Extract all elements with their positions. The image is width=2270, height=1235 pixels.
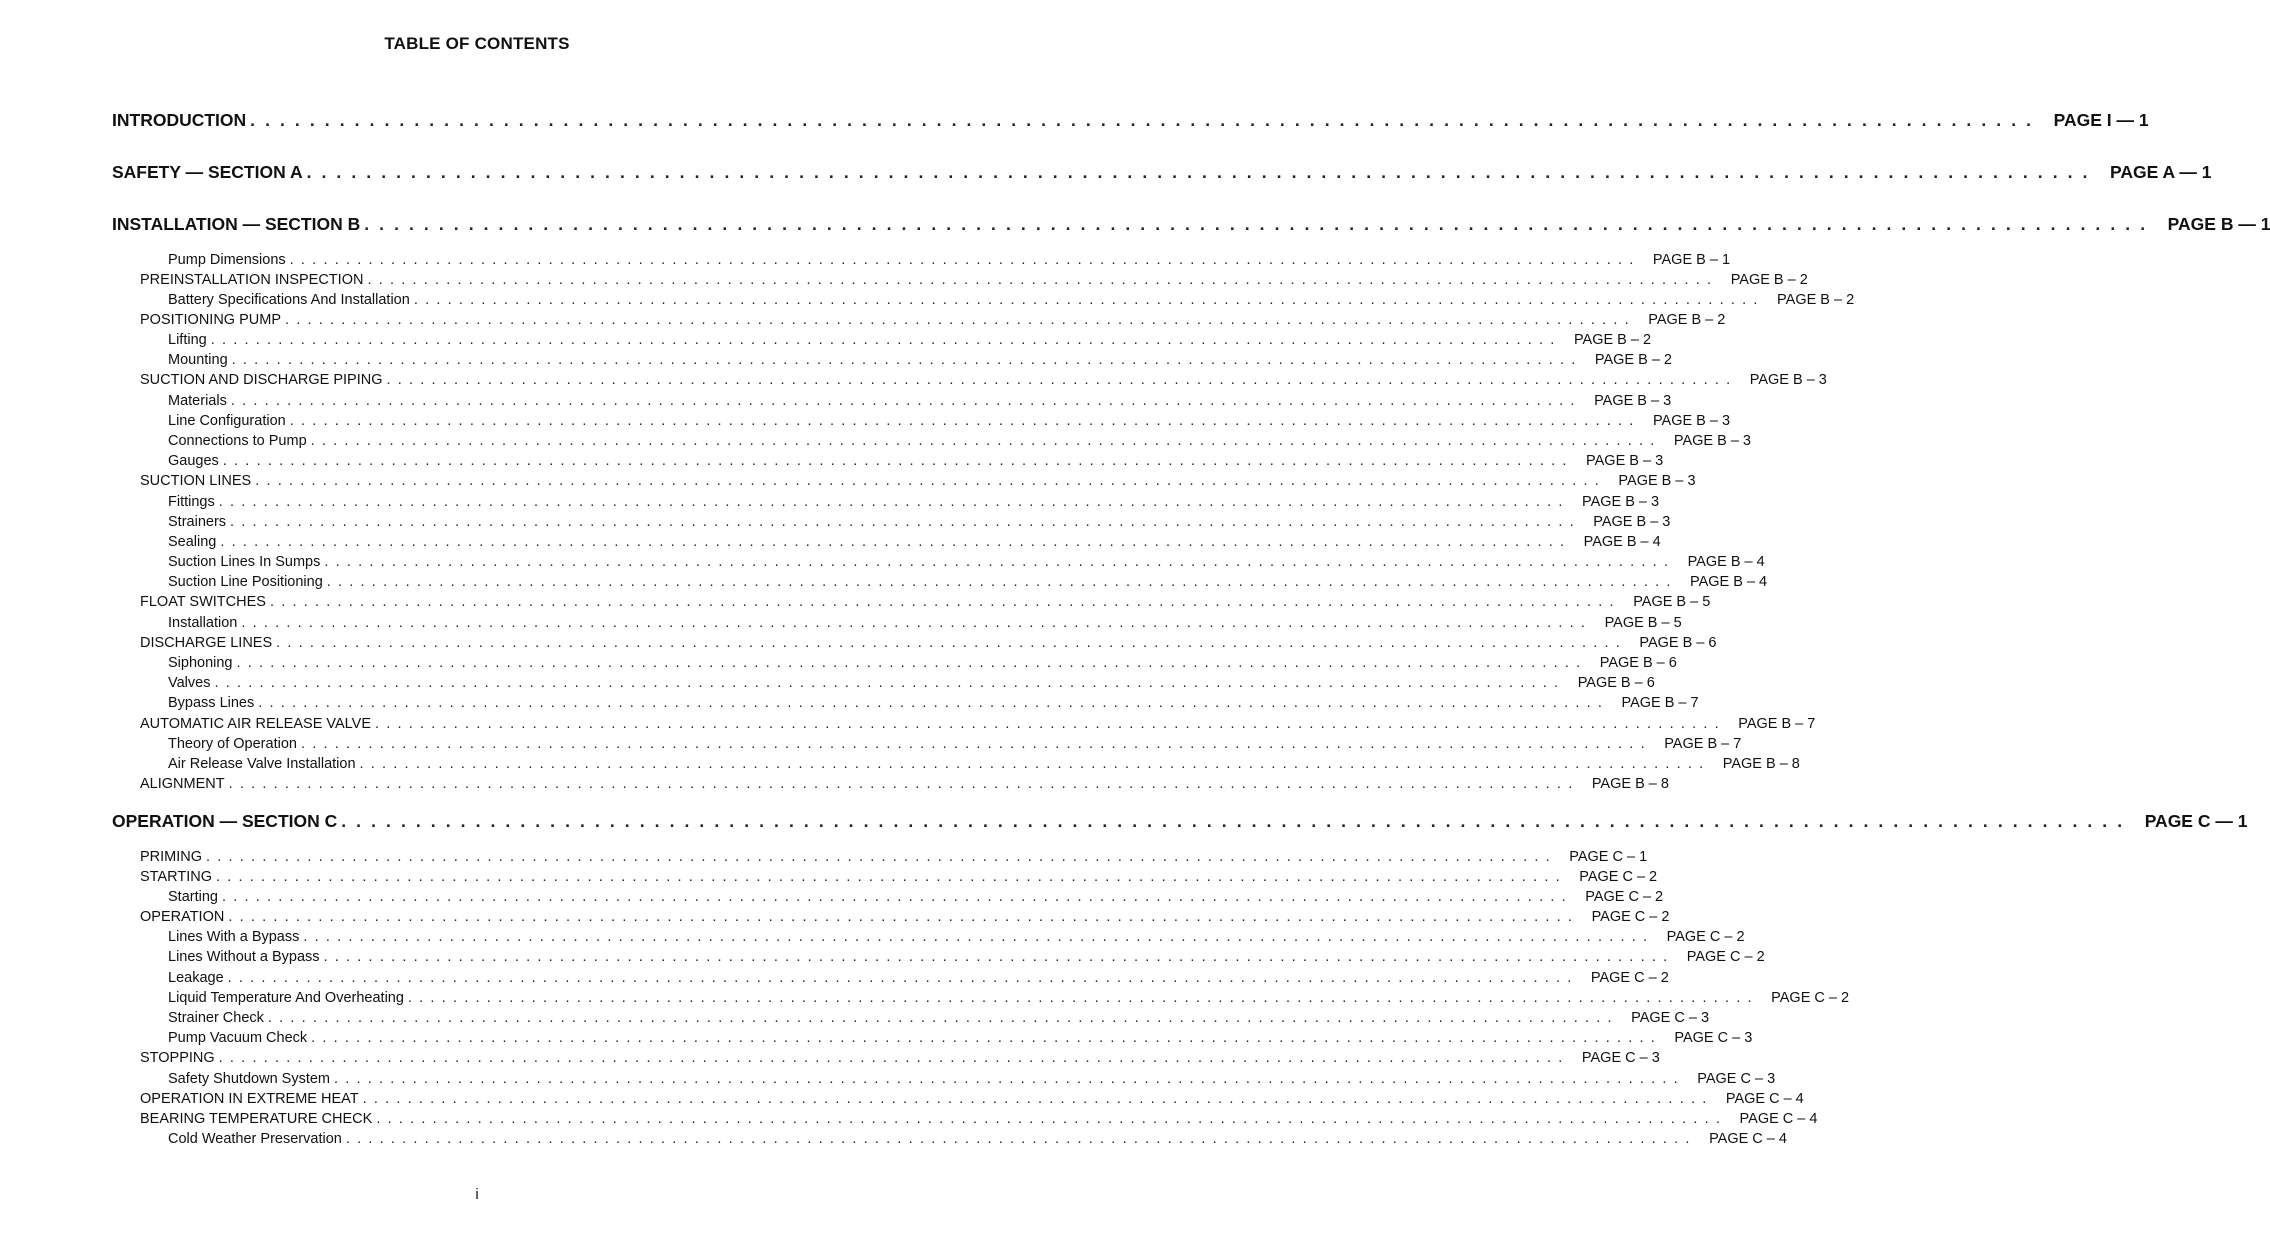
- dot-leader: . . . . . . . . . . . . . . . . . . . . . . . . . . . . . . . . . . . . . . . . . . . . . . . . . . . . . . . . . . . . . . . . . . . . . . . . . . . . . . . . . . . . . . . . . . . . . . . . . . . . . . . . . . . . . . . . . . . . . . . .: [236, 655, 1582, 671]
- toc-entry[interactable]: [112, 929, 1745, 949]
- dot-leader: . . . . . . . . . . . . . . . . . . . . . . . . . . . . . . . . . . . . . . . . . . . . . . . . . . . . . . . . . . . . . . . . . . . . . . . . . . . . . . . . . . . . . . . . . . . . . . . . . . . . . . . . . . . . . . . . . . . . . . . .: [289, 252, 1635, 268]
- toc-entry[interactable]: [112, 292, 1855, 312]
- toc-entry-label: Cold Weather Preservation: [168, 1131, 342, 1147]
- toc-entry[interactable]: [112, 869, 1658, 889]
- dot-leader: . . . . . . . . . . . . . . . . . . . . . . . . . . . . . . . . . . . . . . . . . . . . . . . . . . . . . . . . . . . . . . . . . . . . . . . . . . . . . . . . . . . . . . . . . . . . . . . . . . . . . . . . . . . . . . . . . . . . . . . .: [221, 889, 1568, 905]
- dot-leader: . . . . . . . . . . . . . . . . . . . . . . . . . . . . . . . . . . . . . . . . . . . . . . . . . . . . . . . . . . . . . . . . . . . . . . . . . . . . . . . . . . . . . . . . . . . . . . . . . . . . . . . . . . . . . . . . . . . . . . . .: [227, 970, 1573, 986]
- toc-entry-label: Strainer Check: [168, 1010, 264, 1026]
- dot-leader: . . . . . . . . . . . . . . . . . . . . . . . . . . . . . . . . . . . . . . . . . . . . . . . . . . . . . . . . . . . . . . . . . . . . . . . . . . . . . . . . . . . . . . . . . . . . . . . . . . . . . . . . . . . . . . . . . . . . . . . .: [334, 1071, 1680, 1087]
- toc-entry-label: Lines With a Bypass: [168, 929, 300, 945]
- toc-entry-page: PAGE B – 3: [1586, 453, 1664, 469]
- toc-entry-label: OPERATION — SECTION C: [112, 811, 338, 831]
- toc-entry-page: PAGE B – 3: [1618, 473, 1696, 489]
- dot-leader: . . . . . . . . . . . . . . . . . . . . . . . . . . . . . . . . . . . . . . . . . . . . . . . . . . . . . . . . . . . . . . . . . . . . . . . . . . . . . . . . . . . . . . . . . . . . . . . . . . . . . . . . . . . . . . . . . . . . . . . .: [228, 776, 1574, 792]
- toc-entry-label: Strainers: [168, 514, 227, 530]
- toc-entry[interactable]: [112, 990, 1850, 1010]
- toc-entry-label: Pump Dimensions: [168, 252, 286, 268]
- toc-entry-label: SAFETY — SECTION A: [112, 162, 303, 182]
- dot-leader: . . . . . . . . . . . . . . . . . . . . . . . . . . . . . . . . . . . . . . . . . . . . . . . . . . . . . . . . . . . . . . . . . . . . . . . . . . . . . . . . . . . . . . . . . . . . . . . . . . . . . . . . . . . . . . . . . . . . . . . .: [359, 756, 1705, 772]
- toc-entry-page: PAGE C – 2: [1590, 970, 1669, 986]
- toc-entry-label: PREINSTALLATION INSPECTION: [140, 272, 364, 288]
- toc-entry-page: PAGE B – 5: [1633, 594, 1711, 610]
- toc-entry-page: PAGE B – 1: [1652, 252, 1731, 268]
- toc-entry-label: STARTING: [140, 869, 212, 885]
- toc-entry-label: BEARING TEMPERATURE CHECK: [140, 1111, 373, 1127]
- dot-leader: . . . . . . . . . . . . . . . . . . . . . . . . . . . . . . . . . . . . . . . . . . . . . . . . . . . . . . . . . . . . . . . . . . . . . . . . . . . . . . . . . . . . . . . . . . . . . . . . . . . . . . . . . . . . . . . . . . . . . . . .: [306, 162, 2091, 182]
- toc-entry-label: FLOAT SWITCHES: [140, 594, 266, 610]
- toc-entry-label: INSTALLATION — SECTION B: [112, 214, 361, 234]
- toc-entry-label: Suction Line Positioning: [168, 574, 323, 590]
- dot-leader: . . . . . . . . . . . . . . . . . . . . . . . . . . . . . . . . . . . . . . . . . . . . . . . . . . . . . . . . . . . . . . . . . . . . . . . . . . . . . . . . . . . . . . . . . . . . . . . . . . . . . . . . . . . . . . . . . . . . . . . .: [218, 1050, 1564, 1066]
- toc-entry-label: Materials: [168, 393, 227, 409]
- toc-entry-page: PAGE C – 2: [1666, 929, 1745, 945]
- toc-entry-label: Gauges: [168, 453, 219, 469]
- dot-leader: . . . . . . . . . . . . . . . . . . . . . . . . . . . . . . . . . . . . . . . . . . . . . . . . . . . . . . . . . . . . . . . . . . . . . . . . . . . . . . . . . . . . . . . . . . . . . . . . . . . . . . . . . . . . . . . . . . . . . . . .: [255, 473, 1601, 489]
- toc-entry[interactable]: [112, 433, 1751, 453]
- toc-entry[interactable]: [112, 970, 1669, 990]
- toc-entry-page: PAGE B – 5: [1604, 615, 1682, 631]
- toc-entry[interactable]: [112, 1010, 1710, 1030]
- toc-entry[interactable]: [112, 1131, 1787, 1151]
- toc-entry-label: Fittings: [168, 494, 215, 510]
- toc-entry-label: Valves: [168, 675, 211, 691]
- toc-entry[interactable]: [112, 849, 1648, 869]
- toc-entry-page: PAGE C – 2: [1771, 990, 1850, 1006]
- toc-entry-label: Liquid Temperature And Overheating: [168, 990, 404, 1006]
- dot-leader: . . . . . . . . . . . . . . . . . . . . . . . . . . . . . . . . . . . . . . . . . . . . . . . . . . . . . . . . . . . . . . . . . . . . . . . . . . . . . . . . . . . . . . . . . . . . . . . . . . . . . . . . . . . . . . . . . . . . . . . .: [364, 214, 2148, 234]
- toc-entry-page: PAGE C – 4: [1725, 1091, 1804, 1107]
- toc-entry-label: Battery Specifications And Installation: [168, 292, 410, 308]
- toc-entry-page: PAGE B – 7: [1621, 695, 1699, 711]
- toc-entry-label: STOPPING: [140, 1050, 215, 1066]
- toc-entry-page: PAGE B – 7: [1738, 716, 1816, 732]
- dot-leader: . . . . . . . . . . . . . . . . . . . . . . . . . . . . . . . . . . . . . . . . . . . . . . . . . . . . . . . . . . . . . . . . . . . . . . . . . . . . . . . . . . . . . . . . . . . . . . . . . . . . . . . . . . . . . . . . . . . . . . . .: [300, 736, 1647, 752]
- toc-entry-page: PAGE B – 4: [1583, 534, 1661, 550]
- page-title: TABLE OF CONTENTS: [384, 34, 570, 53]
- page-number-footer: i: [475, 1186, 479, 1203]
- dot-leader: . . . . . . . . . . . . . . . . . . . . . . . . . . . . . . . . . . . . . . . . . . . . . . . . . . . . . . . . . . . . . . . . . . . . . . . . . . . . . . . . . . . . . . . . . . . . . . . . . . . . . . . . . . . . . . . . . . . . . . . .: [326, 574, 1673, 590]
- toc-entry[interactable]: [112, 453, 1664, 473]
- toc-section-entry[interactable]: [112, 162, 2212, 186]
- toc-entry-page: PAGE B – 3: [1593, 514, 1671, 530]
- toc-entry-page: PAGE C – 3: [1674, 1030, 1753, 1046]
- toc-entry[interactable]: [112, 776, 1669, 796]
- toc-entry-page: PAGE B – 4: [1687, 554, 1765, 570]
- dot-leader: . . . . . . . . . . . . . . . . . . . . . . . . . . . . . . . . . . . . . . . . . . . . . . . . . . . . . . . . . . . . . . . . . . . . . . . . . . . . . . . . . . . . . . . . . . . . . . . . . . . . . . . . . . . . . . . . . . . . . . . .: [289, 413, 1635, 429]
- dot-leader: . . . . . . . . . . . . . . . . . . . . . . . . . . . . . . . . . . . . . . . . . . . . . . . . . . . . . . . . . . . . . . . . . . . . . . . . . . . . . . . . . . . . . . . . . . . . . . . . . . . . . . . . . . . . . . . . . . . . . . . .: [206, 849, 1552, 865]
- toc-entry-page: PAGE C – 1: [1569, 849, 1648, 865]
- toc-entry-label: PRIMING: [140, 849, 203, 865]
- toc-entry[interactable]: [112, 736, 1742, 756]
- toc-entry-page: PAGE B – 6: [1639, 635, 1717, 651]
- dot-leader: . . . . . . . . . . . . . . . . . . . . . . . . . . . . . . . . . . . . . . . . . . . . . . . . . . . . . . . . . . . . . . . . . . . . . . . . . . . . . . . . . . . . . . . . . . . . . . . . . . . . . . . . . . . . . . . . . . . . . . . .: [311, 1030, 1657, 1046]
- toc-entry-page: PAGE B – 3: [1581, 494, 1660, 510]
- toc-entry[interactable]: [112, 889, 1664, 909]
- toc-entry[interactable]: [112, 574, 1768, 594]
- toc-entry-label: Air Release Valve Installation: [168, 756, 356, 772]
- toc-entry-page: PAGE A — 1: [2110, 162, 2212, 182]
- dot-leader: . . . . . . . . . . . . . . . . . . . . . . . . . . . . . . . . . . . . . . . . . . . . . . . . . . . . . . . . . . . . . . . . . . . . . . . . . . . . . . . . . . . . . . . . . . . . . . . . . . . . . . . . . . . . . . . . . . . . . . . .: [218, 494, 1564, 510]
- toc-entry-page: PAGE B – 3: [1652, 413, 1731, 429]
- dot-leader: . . . . . . . . . . . . . . . . . . . . . . . . . . . . . . . . . . . . . . . . . . . . . . . . . . . . . . . . . . . . . . . . . . . . . . . . . . . . . . . . . . . . . . . . . . . . . . . . . . . . . . . . . . . . . . . . . . . . . . . .: [407, 990, 1754, 1006]
- toc-entry-page: PAGE B – 8: [1722, 756, 1800, 772]
- dot-leader: . . . . . . . . . . . . . . . . . . . . . . . . . . . . . . . . . . . . . . . . . . . . . . . . . . . . . . . . . . . . . . . . . . . . . . . . . . . . . . . . . . . . . . . . . . . . . . . . . . . . . . . . . . . . . . . . . . . . . . . .: [230, 514, 1576, 530]
- toc-entry-page: PAGE B – 3: [1673, 433, 1751, 449]
- toc-entry[interactable]: [112, 716, 1816, 736]
- toc-entry-label: Bypass Lines: [168, 695, 255, 711]
- toc-entry[interactable]: [112, 615, 1682, 635]
- toc-entry-label: Pump Vacuum Check: [168, 1030, 308, 1046]
- toc-entry[interactable]: [112, 272, 1808, 292]
- toc-entry-page: PAGE B – 3: [1749, 372, 1827, 388]
- toc-entry-page: PAGE C – 3: [1697, 1071, 1776, 1087]
- toc-entry[interactable]: [112, 1111, 1818, 1131]
- toc-entry-page: PAGE C – 2: [1591, 909, 1670, 925]
- toc-entry[interactable]: [112, 756, 1800, 776]
- toc-entry[interactable]: [112, 695, 1699, 715]
- dot-leader: . . . . . . . . . . . . . . . . . . . . . . . . . . . . . . . . . . . . . . . . . . . . . . . . . . . . . . . . . . . . . . . . . . . . . . . . . . . . . . . . . . . . . . . . . . . . . . . . . . . . . . . . . . . . . . . . . . . . . . . .: [276, 635, 1622, 651]
- dot-leader: . . . . . . . . . . . . . . . . . . . . . . . . . . . . . . . . . . . . . . . . . . . . . . . . . . . . . . . . . . . . . . . . . . . . . . . . . . . . . . . . . . . . . . . . . . . . . . . . . . . . . . . . . . . . . . . . . . . . . . . .: [230, 393, 1577, 409]
- dot-leader: . . . . . . . . . . . . . . . . . . . . . . . . . . . . . . . . . . . . . . . . . . . . . . . . . . . . . . . . . . . . . . . . . . . . . . . . . . . . . . . . . . . . . . . . . . . . . . . . . . . . . . . . . . . . . . . . . . . . . . . .: [214, 675, 1560, 691]
- dot-leader: . . . . . . . . . . . . . . . . . . . . . . . . . . . . . . . . . . . . . . . . . . . . . . . . . . . . . . . . . . . . . . . . . . . . . . . . . . . . . . . . . . . . . . . . . . . . . . . . . . . . . . . . . . . . . . . . . . . . . . . .: [269, 594, 1616, 610]
- dot-leader: . . . . . . . . . . . . . . . . . . . . . . . . . . . . . . . . . . . . . . . . . . . . . . . . . . . . . . . . . . . . . . . . . . . . . . . . . . . . . . . . . . . . . . . . . . . . . . . . . . . . . . . . . . . . . . . . . . . . . . . .: [376, 1111, 1722, 1127]
- toc-entry-label: Sealing: [168, 534, 217, 550]
- toc-entry-page: PAGE C – 4: [1739, 1111, 1818, 1127]
- toc-entry-label: SUCTION AND DISCHARGE PIPING: [140, 372, 383, 388]
- toc-entry[interactable]: [112, 1030, 1753, 1050]
- toc-entry-label: Safety Shutdown System: [168, 1071, 330, 1087]
- toc-entry-page: PAGE C — 1: [2144, 811, 2248, 831]
- toc-entry[interactable]: [112, 655, 1677, 675]
- toc-entry-label: INTRODUCTION: [112, 110, 247, 130]
- toc-section-entry[interactable]: [112, 811, 2248, 835]
- dot-leader: . . . . . . . . . . . . . . . . . . . . . . . . . . . . . . . . . . . . . . . . . . . . . . . . . . . . . . . . . . . . . . . . . . . . . . . . . . . . . . . . . . . . . . . . . . . . . . . . . . . . . . . . . . . . . . . . . . . . . . . .: [231, 352, 1577, 368]
- toc-entry-page: PAGE B – 2: [1573, 332, 1652, 348]
- dot-leader: . . . . . . . . . . . . . . . . . . . . . . . . . . . . . . . . . . . . . . . . . . . . . . . . . . . . . . . . . . . . . . . . . . . . . . . . . . . . . . . . . . . . . . . . . . . . . . . . . . . . . . . . . . . . . . . . . . . . . . . .: [215, 869, 1562, 885]
- toc-entry-page: PAGE C – 2: [1686, 949, 1765, 965]
- toc-entry-page: PAGE C – 2: [1585, 889, 1664, 905]
- toc-entry[interactable]: [112, 252, 1731, 272]
- toc-entry-label: Suction Lines In Sumps: [168, 554, 321, 570]
- toc-entry-page: PAGE B – 7: [1664, 736, 1742, 752]
- toc-section-entry[interactable]: [112, 110, 2149, 134]
- toc-entry-label: Mounting: [168, 352, 228, 368]
- toc-entry-page: PAGE B – 2: [1777, 292, 1855, 308]
- toc-entry[interactable]: [112, 1071, 1776, 1091]
- toc-entry-label: Siphoning: [168, 655, 233, 671]
- dot-leader: . . . . . . . . . . . . . . . . . . . . . . . . . . . . . . . . . . . . . . . . . . . . . . . . . . . . . . . . . . . . . . . . . . . . . . . . . . . . . . . . . . . . . . . . . . . . . . . . . . . . . . . . . . . . . . . . . . . . . . . .: [324, 554, 1670, 570]
- toc-entry-page: PAGE B – 2: [1648, 312, 1726, 328]
- toc-entry-label: OPERATION IN EXTREME HEAT: [140, 1091, 359, 1107]
- dot-leader: . . . . . . . . . . . . . . . . . . . . . . . . . . . . . . . . . . . . . . . . . . . . . . . . . . . . . . . . . . . . . . . . . . . . . . . . . . . . . . . . . . . . . . . . . . . . . . . . . . . . . . . . . . . . . . . . . . . . . . . .: [303, 929, 1649, 945]
- toc-entry-page: PAGE B – 2: [1730, 272, 1808, 288]
- toc-entry-page: PAGE C – 2: [1579, 869, 1658, 885]
- toc-entry-page: PAGE C – 4: [1709, 1131, 1787, 1147]
- toc-entry[interactable]: [112, 473, 1696, 493]
- dot-leader: . . . . . . . . . . . . . . . . . . . . . . . . . . . . . . . . . . . . . . . . . . . . . . . . . . . . . . . . . . . . . . . . . . . . . . . . . . . . . . . . . . . . . . . . . . . . . . . . . . . . . . . . . . . . . . . . . . . . . . . .: [285, 312, 1631, 328]
- toc-entry-page: PAGE B – 4: [1690, 574, 1768, 590]
- toc-entry-label: Lines Without a Bypass: [168, 949, 320, 965]
- toc-entry[interactable]: [112, 494, 1660, 514]
- dot-leader: . . . . . . . . . . . . . . . . . . . . . . . . . . . . . . . . . . . . . . . . . . . . . . . . . . . . . . . . . . . . . . . . . . . . . . . . . . . . . . . . . . . . . . . . . . . . . . . . . . . . . . . . . . . . . . . . . . . . . . . .: [375, 716, 1721, 732]
- dot-leader: . . . . . . . . . . . . . . . . . . . . . . . . . . . . . . . . . . . . . . . . . . . . . . . . . . . . . . . . . . . . . . . . . . . . . . . . . . . . . . . . . . . . . . . . . . . . . . . . . . . . . . . . . . . . . . . . . . . . . . . .: [267, 1010, 1614, 1026]
- toc-entry[interactable]: [112, 332, 1652, 352]
- toc-entry[interactable]: [112, 675, 1655, 695]
- toc-entry[interactable]: [112, 1091, 1804, 1111]
- toc-entry-label: OPERATION: [140, 909, 225, 925]
- toc-entry[interactable]: [112, 594, 1711, 614]
- toc-entry[interactable]: [112, 393, 1672, 413]
- toc-entry-page: PAGE C – 3: [1631, 1010, 1710, 1026]
- toc-entry-page: PAGE B – 3: [1594, 393, 1672, 409]
- dot-leader: . . . . . . . . . . . . . . . . . . . . . . . . . . . . . . . . . . . . . . . . . . . . . . . . . . . . . . . . . . . . . . . . . . . . . . . . . . . . . . . . . . . . . . . . . . . . . . . . . . . . . . . . . . . . . . . . . . . . . . . .: [323, 949, 1669, 965]
- toc-entry-page: PAGE B – 2: [1594, 352, 1672, 368]
- toc-entry-label: SUCTION LINES: [140, 473, 252, 489]
- dot-leader: . . . . . . . . . . . . . . . . . . . . . . . . . . . . . . . . . . . . . . . . . . . . . . . . . . . . . . . . . . . . . . . . . . . . . . . . . . . . . . . . . . . . . . . . . . . . . . . . . . . . . . . . . . . . . . . . . . . . . . . .: [210, 332, 1556, 348]
- toc-section-entry[interactable]: [112, 214, 2270, 238]
- dot-leader: . . . . . . . . . . . . . . . . . . . . . . . . . . . . . . . . . . . . . . . . . . . . . . . . . . . . . . . . . . . . . . . . . . . . . . . . . . . . . . . . . . . . . . . . . . . . . . . . . . . . . . . . . . . . . . . . . . . . . . . .: [220, 534, 1566, 550]
- dot-leader: . . . . . . . . . . . . . . . . . . . . . . . . . . . . . . . . . . . . . . . . . . . . . . . . . . . . . . . . . . . . . . . . . . . . . . . . . . . . . . . . . . . . . . . . . . . . . . . . . . . . . . . . . . . . . . . . . . . . . . . .: [310, 433, 1656, 449]
- toc-entry[interactable]: [112, 909, 1670, 929]
- toc-entry-label: Lifting: [168, 332, 207, 348]
- toc-entry-label: Line Configuration: [168, 413, 286, 429]
- toc-entry[interactable]: [112, 949, 1765, 969]
- toc-entry[interactable]: [112, 372, 1827, 392]
- toc-entry-label: POSITIONING PUMP: [140, 312, 281, 328]
- toc-entry-page: PAGE I — 1: [2053, 110, 2149, 130]
- dot-leader: . . . . . . . . . . . . . . . . . . . . . . . . . . . . . . . . . . . . . . . . . . . . . . . . . . . . . . . . . . . . . . . . . . . . . . . . . . . . . . . . . . . . . . . . . . . . . . . . . . . . . . . . . . . . . . . . . . . . . . . .: [362, 1091, 1708, 1107]
- toc-entry-label: DISCHARGE LINES: [140, 635, 273, 651]
- dot-leader: . . . . . . . . . . . . . . . . . . . . . . . . . . . . . . . . . . . . . . . . . . . . . . . . . . . . . . . . . . . . . . . . . . . . . . . . . . . . . . . . . . . . . . . . . . . . . . . . . . . . . . . . . . . . . . . . . . . . . . . .: [386, 372, 1732, 388]
- toc-entry-label: Starting: [168, 889, 218, 905]
- toc-entry-page: PAGE B — 1: [2167, 214, 2270, 234]
- dot-leader: . . . . . . . . . . . . . . . . . . . . . . . . . . . . . . . . . . . . . . . . . . . . . . . . . . . . . . . . . . . . . . . . . . . . . . . . . . . . . . . . . . . . . . . . . . . . . . . . . . . . . . . . . . . . . . . . . . . . . . . .: [222, 453, 1569, 469]
- dot-leader: . . . . . . . . . . . . . . . . . . . . . . . . . . . . . . . . . . . . . . . . . . . . . . . . . . . . . . . . . . . . . . . . . . . . . . . . . . . . . . . . . . . . . . . . . . . . . . . . . . . . . . . . . . . . . . . . . . . . . . . .: [345, 1131, 1692, 1147]
- toc-entry-page: PAGE C – 3: [1581, 1050, 1660, 1066]
- toc-entry[interactable]: [112, 413, 1731, 433]
- dot-leader: . . . . . . . . . . . . . . . . . . . . . . . . . . . . . . . . . . . . . . . . . . . . . . . . . . . . . . . . . . . . . . . . . . . . . . . . . . . . . . . . . . . . . . . . . . . . . . . . . . . . . . . . . . . . . . . . . . . . . . . .: [241, 615, 1587, 631]
- toc-entry[interactable]: [112, 635, 1717, 655]
- toc-entry[interactable]: [112, 1050, 1660, 1070]
- toc-entry-label: Connections to Pump: [168, 433, 307, 449]
- toc-entry-label: AUTOMATIC AIR RELEASE VALVE: [140, 716, 371, 732]
- toc-entry-label: ALIGNMENT: [140, 776, 225, 792]
- dot-leader: . . . . . . . . . . . . . . . . . . . . . . . . . . . . . . . . . . . . . . . . . . . . . . . . . . . . . . . . . . . . . . . . . . . . . . . . . . . . . . . . . . . . . . . . . . . . . . . . . . . . . . . . . . . . . . . . . . . . . . . .: [258, 695, 1604, 711]
- toc-entry-page: PAGE B – 6: [1599, 655, 1677, 671]
- toc-entry-label: Installation: [168, 615, 238, 631]
- toc-entry[interactable]: [112, 352, 1672, 372]
- toc-entry-label: Leakage: [168, 970, 224, 986]
- toc-entry-page: PAGE B – 6: [1577, 675, 1655, 691]
- dot-leader: . . . . . . . . . . . . . . . . . . . . . . . . . . . . . . . . . . . . . . . . . . . . . . . . . . . . . . . . . . . . . . . . . . . . . . . . . . . . . . . . . . . . . . . . . . . . . . . . . . . . . . . . . . . . . . . . . . . . . . . .: [367, 272, 1713, 288]
- toc-entry-label: Theory of Operation: [168, 736, 297, 752]
- dot-leader: . . . . . . . . . . . . . . . . . . . . . . . . . . . . . . . . . . . . . . . . . . . . . . . . . . . . . . . . . . . . . . . . . . . . . . . . . . . . . . . . . . . . . . . . . . . . . . . . . . . . . . . . . . . . . . . . . . . . . . . .: [228, 909, 1574, 925]
- dot-leader: . . . . . . . . . . . . . . . . . . . . . . . . . . . . . . . . . . . . . . . . . . . . . . . . . . . . . . . . . . . . . . . . . . . . . . . . . . . . . . . . . . . . . . . . . . . . . . . . . . . . . . . . . . . . . . . . . . . . . . . .: [341, 811, 2125, 831]
- toc-entry-page: PAGE B – 8: [1591, 776, 1669, 792]
- toc-entry[interactable]: [112, 554, 1765, 574]
- toc-entry[interactable]: [112, 514, 1671, 534]
- dot-leader: . . . . . . . . . . . . . . . . . . . . . . . . . . . . . . . . . . . . . . . . . . . . . . . . . . . . . . . . . . . . . . . . . . . . . . . . . . . . . . . . . . . . . . . . . . . . . . . . . . . . . . . . . . . . . . . . . . . . . . . .: [250, 110, 2034, 130]
- dot-leader: . . . . . . . . . . . . . . . . . . . . . . . . . . . . . . . . . . . . . . . . . . . . . . . . . . . . . . . . . . . . . . . . . . . . . . . . . . . . . . . . . . . . . . . . . . . . . . . . . . . . . . . . . . . . . . . . . . . . . . . .: [413, 292, 1760, 308]
- toc-entry[interactable]: [112, 312, 1726, 332]
- toc-entry[interactable]: [112, 534, 1661, 554]
